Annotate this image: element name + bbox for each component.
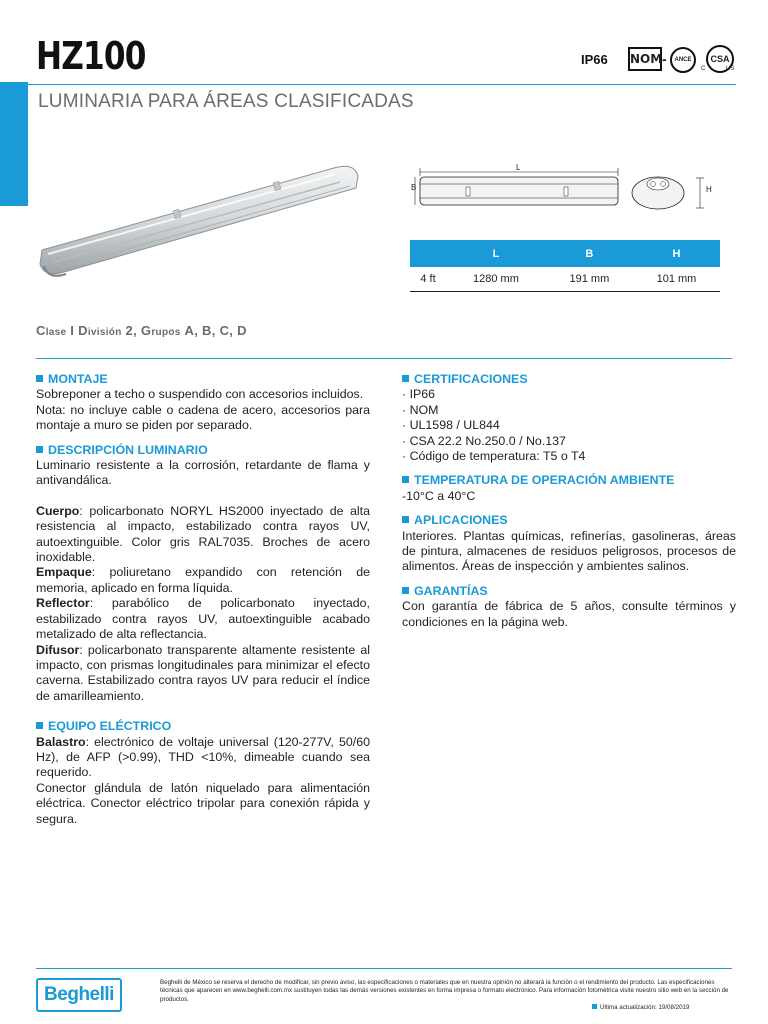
garantias-text: Con garantía de fábrica de 5 años, consulte términos y condiciones en la página web. xyxy=(402,599,736,629)
division-rest: ivisión xyxy=(87,327,122,338)
table-cell: 101 mm xyxy=(633,267,720,292)
heading-text: APLICACIONES xyxy=(414,513,508,528)
ance-certification-icon: ANCE xyxy=(670,47,696,73)
class-rest: lase xyxy=(45,327,67,338)
csa-c-mark: C xyxy=(701,66,706,72)
heading-text: MONTAJE xyxy=(48,372,108,386)
nom-certification-icon: NOM xyxy=(628,47,662,71)
division-number: 2, xyxy=(125,323,137,338)
section-heading-garantias xyxy=(402,584,736,599)
descripcion-intro: Luminario resistente a la corrosión, retardante de flama y antivandálica. xyxy=(36,458,370,488)
cert-item: · UL1598 / UL844 xyxy=(402,418,500,433)
bullet-square-icon xyxy=(402,375,409,382)
table-header-row xyxy=(410,240,720,267)
groups-rest: rupos xyxy=(151,327,181,338)
footer-update xyxy=(592,1004,689,1011)
heading-text: TEMPERATURA DE OPERACIÓN AMBIENTE xyxy=(414,473,675,488)
table-cell: 1280 mm xyxy=(446,267,546,292)
balastro-label: Balastro xyxy=(36,734,86,749)
aplicaciones-text: Interiores. Plantas químicas, refinerías, gasolineras, áreas de pintura, almacenes de residuos peligrosos, procesos de alimentos. Áreas de inspección y ambientes salinos. xyxy=(402,528,736,574)
reflector-text: : parabólico de policarbonato inyectado, estabilizado contra rayos UV, autoextinguible acabado metalizado de alta reflectancia. xyxy=(36,596,370,642)
left-column xyxy=(36,372,370,827)
cert-item: · IP66 xyxy=(402,387,436,402)
class-number: I xyxy=(70,323,75,338)
diagram-length-label: L xyxy=(516,163,521,172)
heading-text: CERTIFICACIONES xyxy=(414,372,528,386)
bullet-square-icon xyxy=(36,722,43,729)
csa-us-mark: US xyxy=(726,66,735,72)
difusor-text: : policarbonato transparente altamente resistente al impacto, con prismas longitudinales para minimizar el efecto caverna. Estabilizado contra rayos UV para reducir el índice de amarilleamiento. xyxy=(36,642,370,703)
right-column xyxy=(402,372,736,630)
cuerpo-label: Cuerpo xyxy=(36,503,80,518)
header-divider xyxy=(28,84,736,85)
section-heading-montaje xyxy=(36,372,370,387)
empaque-text: : poliuretano expandido con retención de memoria, aplicado en forma líquida. xyxy=(36,565,370,595)
update-date: Última actualización: 19/08/2019 xyxy=(600,1004,690,1011)
bullet-square-icon xyxy=(36,375,43,382)
table-header xyxy=(410,240,446,267)
balastro-paragraph xyxy=(36,735,370,781)
section-heading-equipo xyxy=(36,719,370,734)
cert-item: · Código de temperatura: T5 o T4 xyxy=(402,449,586,464)
section-heading-temperatura xyxy=(402,473,736,488)
cuerpo-text: : policarbonato NORYL HS2000 inyectado de alta resistencia al impacto, estabilizado contra rayos UV, autoextinguible. Color gris RAL7035. Broches de acero inoxidable. xyxy=(36,503,370,565)
table-header: L xyxy=(446,240,546,267)
table-header: B xyxy=(546,240,633,267)
montaje-note: Nota: no incluye cable o cadena de acero, accesorios para montaje a muro se piden por separado. xyxy=(36,402,370,433)
empaque-label: Empaque xyxy=(36,565,92,580)
heading-text: EQUIPO ELÉCTRICO xyxy=(48,719,172,734)
table-header: H xyxy=(633,240,720,267)
section-heading-descripcion xyxy=(36,443,370,458)
heading-text: DESCRIPCIÓN LUMINARIO xyxy=(48,442,208,457)
beghelli-logo: Beghelli xyxy=(36,978,122,1012)
table-cell: 4 ft xyxy=(410,267,446,292)
difusor-paragraph xyxy=(36,643,370,705)
groups-initial: G xyxy=(140,323,152,338)
model-title: HZ100 xyxy=(36,34,146,78)
difusor-label: Difusor xyxy=(36,642,80,657)
reflector-label: Reflector xyxy=(36,596,90,611)
bullet-square-icon xyxy=(402,476,409,483)
bullet-square-icon xyxy=(402,516,409,523)
section-heading-certificaciones xyxy=(402,372,736,387)
cert-item: · NOM xyxy=(402,402,439,417)
footer-legal-text: Beghelli de México se reserva el derecho de modificar, sin previo aviso, las especificaciones o materiales que en nuestra opinión no alterará la función o el rendimiento del producto. Las especificaciones técnicas que aparecen en www.beghelli.com.mx sustituyen todas las demás versiones existentes en forma impresa o formato electrónico. Para información fotométrica visite nuestro sitio web en la sección de productos. xyxy=(160,979,729,1003)
section-heading-aplicaciones xyxy=(402,513,736,528)
balastro-text: : electrónico de voltaje universal (120-277V, 50/60 Hz), de AFP (>0.99), THD <10%, dimeable cuando sea requerido. xyxy=(36,734,370,780)
bullet-square-icon xyxy=(36,446,43,453)
dimension-diagram xyxy=(410,160,726,220)
accent-tab xyxy=(0,82,28,206)
bullet-square-icon xyxy=(402,587,409,594)
dimensions-table xyxy=(410,240,720,292)
class-initial: C xyxy=(36,323,46,338)
product-image xyxy=(34,150,364,290)
heading-text: GARANTÍAS xyxy=(414,583,488,598)
conector-paragraph: Conector glándula de latón niquelado para alimentación eléctrica. Conector eléctrico tripolar para conexión rápida y segura. xyxy=(36,780,370,826)
table-row xyxy=(410,267,720,292)
empaque-paragraph xyxy=(36,565,370,596)
section-divider xyxy=(36,358,732,359)
csa-certification-icon: CSA xyxy=(706,45,734,73)
footer-divider xyxy=(36,968,732,969)
page-subtitle: LUMINARIA PARA ÁREAS CLASIFICADAS xyxy=(38,91,414,112)
table-cell: 191 mm xyxy=(546,267,633,292)
division-initial: D xyxy=(78,323,88,338)
cuerpo-paragraph xyxy=(36,504,370,566)
montaje-text: Sobreponer a techo o suspendido con accesorios incluidos. xyxy=(36,387,364,402)
reflector-paragraph xyxy=(36,596,370,642)
ip-rating-label: IP66 xyxy=(581,52,608,67)
diagram-width-label: B xyxy=(411,183,417,192)
temperatura-text: -10°C a 40°C xyxy=(402,488,476,503)
certification-dash: - xyxy=(662,51,667,67)
diagram-height-label: H xyxy=(706,185,712,194)
cert-item: · CSA 22.2 No.250.0 / No.137 xyxy=(402,433,566,448)
bullet-square-icon xyxy=(592,1004,597,1009)
groups-letters: A, B, C, D xyxy=(184,323,247,338)
classification-line xyxy=(36,323,247,338)
